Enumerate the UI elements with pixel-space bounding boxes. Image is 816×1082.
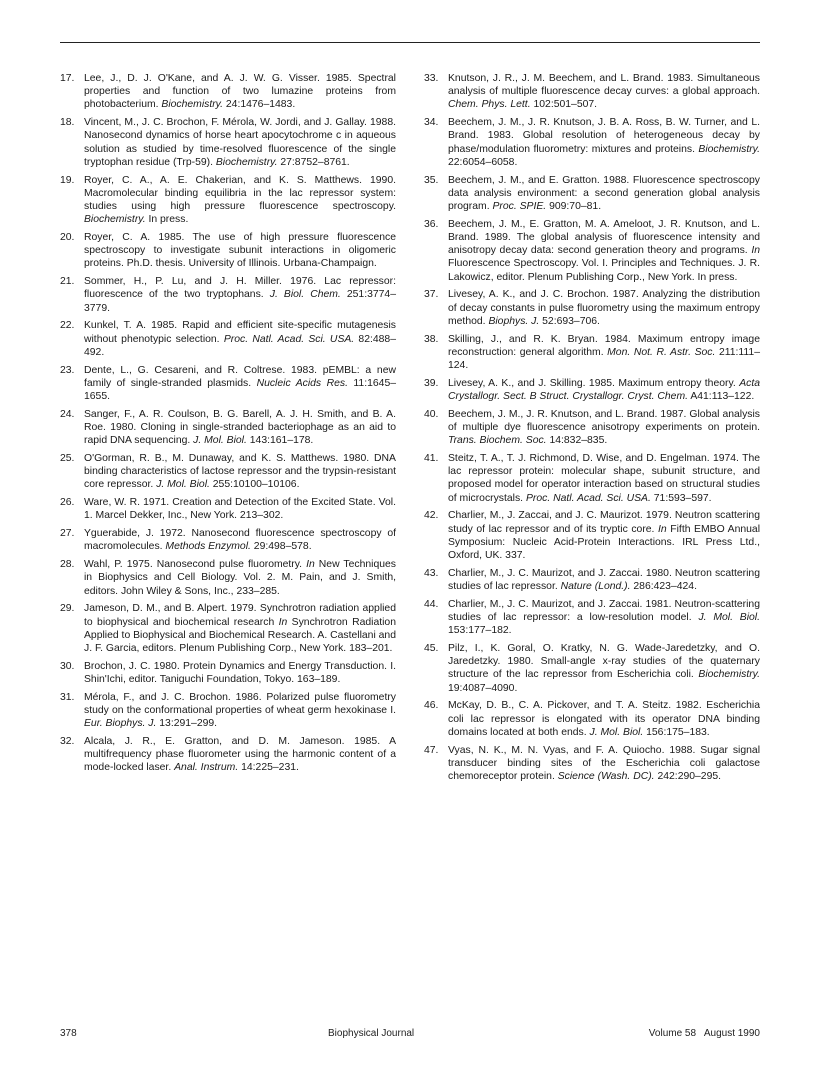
reference-entry <box>60 660 396 686</box>
reference-text: Beechem, J. M., J. R. Knutson, J. B. A. Ross, B. W. Turner, and L. Brand. 1983. Global resolution of heterogeneous decay by phase/modulation fluorometry: mixtures and proteins. <box>448 117 760 155</box>
reference-number: 40. <box>424 408 439 420</box>
reference-number: 30. <box>60 660 75 672</box>
reference-journal: Methods Enzymol. <box>165 541 251 553</box>
reference-entry <box>60 116 396 169</box>
reference-citation: New Techniques in Biophysics and Cell Biology. Vol. 2. M. Pain, and J. Smith, editors. John Wiley & Sons, Inc., 233–285. <box>84 559 396 597</box>
reference-entry <box>60 496 396 522</box>
reference-journal: Biophys. J. <box>488 315 540 327</box>
reference-citation: 102:501–507. <box>530 99 598 111</box>
reference-number: 33. <box>424 73 439 84</box>
reference-number: 32. <box>60 736 75 748</box>
reference-text: O'Gorman, R. B., M. Dunaway, and K. S. Matthews. 1980. DNA binding characteristics of lactose repressor and the trypsin-resistant core repressor. <box>84 453 396 491</box>
reference-number: 45. <box>424 643 439 655</box>
reference-column-left <box>60 72 396 779</box>
reference-journal: J. Mol. Biol. <box>156 479 210 491</box>
reference-entry <box>424 377 760 403</box>
reference-entry <box>60 408 396 448</box>
header-rule <box>60 42 760 43</box>
reference-number: 18. <box>60 117 75 129</box>
reference-journal: Proc. SPIE. <box>492 201 547 213</box>
reference-text: Charlier, M., J. Zaccai, and J. C. Maurizot. 1979. Neutron scattering study of lac repressor and of its tryptic core. <box>448 510 760 535</box>
reference-citation: 143:161–178. <box>246 435 314 447</box>
reference-journal: Biochemistry. <box>84 214 146 226</box>
reference-entry <box>60 691 396 731</box>
reference-number: 39. <box>424 377 439 389</box>
reference-journal: In <box>278 616 288 628</box>
reference-entry <box>424 744 760 784</box>
reference-journal: Nature (Lond.). <box>560 581 631 593</box>
reference-journal: J. Biol. Chem. <box>269 289 341 301</box>
reference-journal: J. Mol. Biol. <box>193 435 247 447</box>
reference-text: Brochon, J. C. 1980. Protein Dynamics and Energy Transduction. I. Shin'Ichi, editor. Taniguchi Foundation, Tokyo. 163–189. <box>84 660 396 686</box>
reference-citation: 153:177–182. <box>448 625 512 637</box>
reference-journal: Eur. Biophys. J. <box>84 718 157 730</box>
reference-number: 24. <box>60 408 75 420</box>
reference-number: 38. <box>424 333 439 345</box>
reference-text: Livesey, A. K., and J. Skilling. 1985. Maximum entropy theory. <box>448 377 740 389</box>
reference-journal: Nucleic Acids Res. <box>256 377 348 389</box>
reference-citation: 211:111–124. <box>448 346 760 372</box>
reference-text: Dente, L., G. Cesareni, and R. Coltrese. 1983. pEMBL: a new family of single-stranded plasmids. <box>84 364 396 389</box>
reference-citation: 71:593–597. <box>650 492 712 504</box>
reference-text: Wahl, P. 1975. Nanosecond pulse fluorometry. <box>84 559 307 571</box>
reference-text: Knutson, J. R., J. M. Beechem, and L. Brand. 1983. Simultaneous analysis of multiple fluorescence decay curves: a global approach. <box>448 73 760 98</box>
reference-number: 36. <box>424 218 439 230</box>
reference-entry <box>424 642 760 695</box>
reference-citation: Synchrotron Radiation Applied to Biophysical and Biochemical Research. A. Castellani and J. F. Garcia, editors. Plenum Publishing Corp., New York. 183–201. <box>84 616 396 655</box>
reference-journal: Biochemistry. <box>698 669 760 681</box>
reference-text: Sommer, H., P. Lu, and J. H. Miller. 1976. Lac repressor: fluorescence of the two tryptophans. <box>84 276 396 301</box>
reference-text: Mérola, F., and J. C. Brochon. 1986. Polarized pulse fluorometry study on the conformational properties of wheat germ hexokinase I. <box>84 691 396 717</box>
reference-entry <box>60 452 396 492</box>
reference-citation: 27:8752–8761. <box>277 156 350 168</box>
reference-citation: In press. <box>145 214 189 226</box>
reference-journal: Proc. Natl. Acad. Sci. USA. <box>223 333 355 345</box>
reference-citation: 255:10100–10106. <box>209 479 300 491</box>
reference-text: Jameson, D. M., and B. Alpert. 1979. Synchrotron radiation applied to biophysical and biochemical research <box>84 603 396 628</box>
reference-entry <box>60 602 396 655</box>
reference-number: 28. <box>60 559 75 571</box>
reference-entry <box>424 408 760 448</box>
reference-citation: 156:175–183. <box>643 726 710 738</box>
reference-entry <box>60 364 396 404</box>
reference-citation: 13:291–299. <box>156 718 218 730</box>
reference-number: 46. <box>424 700 439 712</box>
reference-number: 21. <box>60 276 75 288</box>
reference-entry <box>424 333 760 373</box>
reference-number: 22. <box>60 320 75 332</box>
reference-journal: Acta Crystallogr. Sect. B Struct. Crystallogr. Cryst. Chem. <box>448 377 760 403</box>
reference-number: 44. <box>424 598 439 610</box>
reference-journal: In <box>658 523 667 535</box>
reference-entry <box>424 72 760 112</box>
reference-number: 35. <box>424 174 439 186</box>
reference-journal: J. Mol. Biol. <box>698 612 760 624</box>
reference-citation: A41:113–122. <box>688 391 755 403</box>
reference-text: Vincent, M., J. C. Brochon, F. Mérola, W. Jordi, and J. Gallay. 1988. Nanosecond dynamics of horse heart apocytochrome c in aqueous solution as studied by time-resolved fluorescence of the single tryptophan residue (Trp-59). <box>84 117 396 168</box>
reference-citation: 251:3774–3779. <box>84 289 396 314</box>
reference-journal: Biochemistry. <box>215 156 278 168</box>
reference-number: 17. <box>60 73 75 84</box>
reference-citation: 19:4087–4090. <box>448 682 518 694</box>
reference-citation: 14:225–231. <box>238 762 299 774</box>
reference-text: Kunkel, T. A. 1985. Rapid and efficient site-specific mutagenesis without phenotypic selection. <box>84 320 396 345</box>
reference-text: Alcala, J. R., E. Gratton, and D. M. Jameson. 1985. A multifrequency phase fluorometer using the harmonic content of a mode-locked laser. <box>84 736 396 774</box>
reference-journal: J. Mol. Biol. <box>589 726 644 738</box>
reference-journal: In <box>751 245 760 257</box>
reference-journal: Trans. Biochem. Soc. <box>448 435 547 447</box>
reference-number: 20. <box>60 232 75 244</box>
reference-entry <box>60 558 396 598</box>
reference-number: 27. <box>60 528 75 540</box>
reference-journal: Biochemistry. <box>698 143 760 155</box>
reference-entry <box>60 275 396 315</box>
page-footer <box>60 1028 760 1042</box>
reference-number: 19. <box>60 174 75 186</box>
reference-entry <box>424 288 760 328</box>
reference-entry <box>424 452 760 505</box>
reference-number: 37. <box>424 289 439 301</box>
reference-text: Beechem, J. M., E. Gratton, M. A. Ameloot, J. R. Knutson, and L. Brand. 1989. The global analysis of fluorescence intensity and anisotropy decay data: second generation theory and programs. <box>448 218 760 257</box>
reference-number: 23. <box>60 364 75 376</box>
reference-column-right <box>424 72 760 788</box>
reference-entry <box>424 699 760 739</box>
reference-text: Lee, J., D. J. O'Kane, and A. J. W. G. Visser. 1985. Spectral properties and function of two lumazine proteins from photobacterium. <box>84 73 396 111</box>
reference-text: Beechem, J. M., and E. Gratton. 1988. Fluorescence spectroscopy data analysis environment: a second generation global analysis program. <box>448 174 760 213</box>
reference-journal: Anal. Instrum. <box>174 762 239 774</box>
reference-citation: 29:498–578. <box>250 541 312 553</box>
reference-journal: Mon. Not. R. Astr. Soc. <box>607 346 716 358</box>
reference-journal: Science (Wash. DC). <box>557 771 655 783</box>
reference-number: 31. <box>60 691 75 703</box>
reference-text: McKay, D. B., C. A. Pickover, and T. A. Steitz. 1982. Escherichia coli lac repressor is elongated with its operator DNA binding domains located at both ends. <box>448 700 760 738</box>
reference-text: Skilling, J., and R. K. Bryan. 1984. Maximum entropy image reconstruction: general algorithm. <box>448 333 760 358</box>
reference-journal: Chem. Phys. Lett. <box>448 99 531 111</box>
reference-number: 43. <box>424 567 439 579</box>
reference-entry <box>60 231 396 271</box>
reference-citation: 14:832–835. <box>546 435 608 447</box>
reference-text: Royer, C. A. 1985. The use of high pressure fluorescence spectroscopy to investigate subunit interactions in oligomeric proteins. Ph.D. thesis. University of Illinois. Urbana-Champaign. <box>84 232 396 270</box>
reference-text: Royer, C. A., A. E. Chakerian, and K. S. Matthews. 1990. Macromolecular binding equilibria in the lac repressor system: studies using high pressure fluorescence spectroscopy. <box>84 174 396 213</box>
reference-citation: 82:488–492. <box>84 333 396 358</box>
reference-citation: Fifth EMBO Annual Symposium: Nucleic Acid-Protein Interactions. IRL Press Ltd., Oxford, UK. 337. <box>448 523 761 562</box>
reference-entry <box>60 319 396 359</box>
reference-entry <box>60 735 396 775</box>
volume-date: Volume 58 August 1990 <box>648 1028 760 1039</box>
reference-citation: 22:6054–6058. <box>448 156 518 168</box>
reference-citation: 909:70–81. <box>546 201 602 213</box>
reference-journal: Biochemistry. <box>161 99 223 111</box>
reference-number: 34. <box>424 117 439 129</box>
reference-entry <box>424 218 760 284</box>
reference-entry <box>60 72 396 112</box>
reference-text: Charlier, M., J. C. Maurizot, and J. Zaccai. 1980. Neutron scattering studies of lac repressor. <box>448 567 760 593</box>
reference-citation: 242:290–295. <box>654 771 722 783</box>
reference-citation: 11:1645–1655. <box>84 377 396 403</box>
journal-name: Biophysical Journal <box>328 1028 415 1039</box>
reference-number: 47. <box>424 744 439 756</box>
reference-citation: 286:423–424. <box>630 581 697 593</box>
reference-journal: Proc. Natl. Acad. Sci. USA. <box>525 492 651 504</box>
page-number: 378 <box>60 1028 77 1039</box>
reference-entry <box>60 527 396 553</box>
reference-text: Steitz, T. A., T. J. Richmond, D. Wise, and D. Engelman. 1974. The lac repressor protein: molecular shape, subunit structure, and proposed model for operator interaction based on structural studies of microcrystals. <box>448 453 760 504</box>
reference-text: Sanger, F., A. R. Coulson, B. G. Barell, A. J. H. Smith, and B. A. Roe. 1980. Cloning in single-stranded bacteriophage as an aid to rapid DNA sequencing. <box>84 408 396 447</box>
reference-entry <box>424 509 760 562</box>
reference-number: 26. <box>60 497 75 509</box>
reference-text: Yguerabide, J. 1972. Nanosecond fluorescence spectroscopy of macromolecules. <box>84 528 396 553</box>
reference-entry <box>424 598 760 638</box>
reference-entry <box>424 174 760 214</box>
reference-citation: Fluorescence Spectroscopy. Vol. I. Principles and Techniques. J. R. Lakowicz, editor. Plenum Publishing Corp., New York. In press. <box>448 258 760 283</box>
reference-citation: 24:1476–1483. <box>223 99 296 111</box>
reference-journal: In <box>306 559 315 571</box>
reference-entry <box>60 174 396 227</box>
reference-citation: 52:693–706. <box>539 315 600 327</box>
reference-text: Charlier, M., J. C. Maurizot, and J. Zaccai. 1981. Neutron-scattering studies of lac repressor: a low-resolution model. <box>448 598 760 624</box>
reference-text: Livesey, A. K., and J. C. Brochon. 1987. Analyzing the distribution of decay constants in pulse fluorometry using the maximum entropy method. <box>448 289 760 327</box>
reference-entry <box>424 116 760 169</box>
reference-text: Vyas, N. K., M. N. Vyas, and F. A. Quiocho. 1988. Sugar signal transducer binding sites of the Escherichia coli galactose chemoreceptor protein. <box>448 744 760 783</box>
reference-text: Pilz, I., K. Goral, O. Kratky, N. G. Wade-Jaredetzky, and O. Jaredetzky. 1980. Small-angle x-ray studies of the quaternary structure of the lac repressor from Escherichia coli. <box>448 643 760 681</box>
reference-number: 25. <box>60 453 75 465</box>
reference-text: Beechem, J. M., J. R. Knutson, and L. Brand. 1987. Global analysis of multiple dye fluorescence anisotropy experiments on protein. <box>448 408 760 434</box>
reference-number: 42. <box>424 510 439 522</box>
reference-text: Ware, W. R. 1971. Creation and Detection of the Excited State. Vol. 1. Marcel Dekker, Inc., New York. 213–302. <box>84 497 396 522</box>
reference-number: 29. <box>60 603 75 615</box>
reference-number: 41. <box>424 453 439 465</box>
reference-entry <box>424 567 760 593</box>
